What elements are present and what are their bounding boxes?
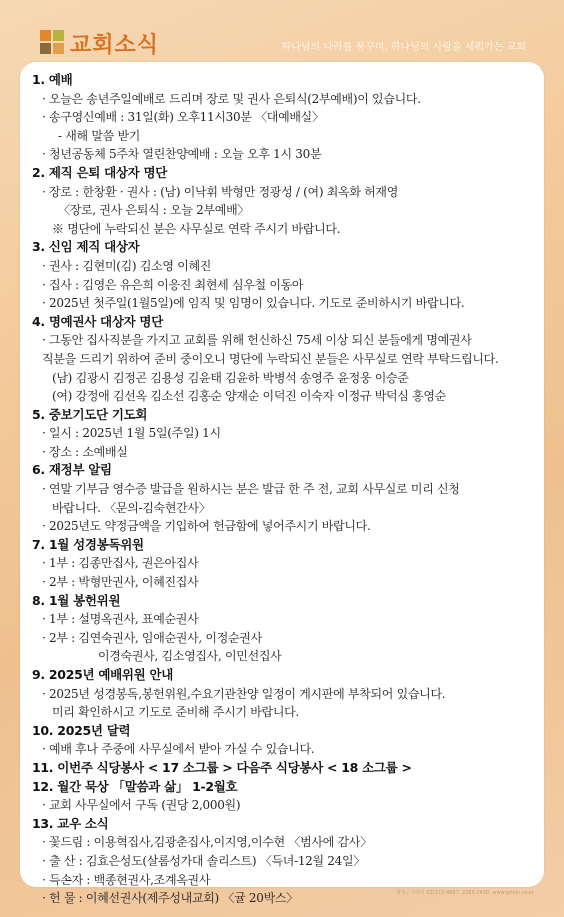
news-section bbox=[32, 406, 537, 462]
section-title: 1. 예배 bbox=[32, 72, 73, 87]
section-line: 이경숙권사, 김소영집사, 이민선집사 bbox=[98, 649, 282, 664]
news-list bbox=[32, 71, 537, 908]
section-title: 12. 월간 묵상 「말씀과 삶」 1-2월호 bbox=[32, 778, 238, 794]
news-section bbox=[32, 722, 537, 759]
news-section bbox=[32, 536, 537, 592]
section-line: · 연말 기부금 영수증 발급을 원하시는 분은 발급 한 주 전, 교회 사무실로 미리 신청 bbox=[42, 482, 460, 497]
section-line: · 그동안 집사직분을 가지고 교회를 위해 헌신하신 75세 이상 되신 분들에게 명예권사 bbox=[42, 333, 472, 348]
section-title: 7. 1월 성경봉독위원 bbox=[32, 536, 144, 552]
news-section bbox=[32, 592, 537, 666]
section-title: 2. 제직 은퇴 대상자 명단 bbox=[32, 164, 168, 180]
section-line: (여) 강정애 김선옥 김소선 김홍순 양재순 이덕진 이숙자 이정규 박덕심 홍영순 bbox=[52, 389, 446, 404]
section-line: · 2부 : 김연숙권사, 임애순권사, 이정순권사 bbox=[42, 630, 262, 645]
news-section bbox=[32, 313, 537, 406]
section-title: 10. 2025년 달력 bbox=[32, 722, 131, 738]
section-line: (남) 김광시 김정곤 김용성 김윤태 김윤하 박병석 송영주 윤정웅 이승준 bbox=[52, 370, 409, 385]
section-line: 미리 확인하시고 기도로 준비해 주시기 바랍니다. bbox=[52, 705, 299, 720]
section-line: - 새해 말씀 받기 bbox=[58, 128, 141, 143]
footer-credit: 제작 / 그레싱 02)272-4667, 2265-2420, www.gridin.co.kr bbox=[395, 890, 534, 896]
section-title: 11. 이번주 식당봉사 < 17 소그룹 > 다음주 식당봉사 < 18 소그룹 > bbox=[32, 759, 412, 775]
header bbox=[0, 0, 564, 62]
news-section bbox=[32, 461, 537, 535]
section-line: · 예배 후나 주중에 사무실에서 받아 가실 수 있습니다. bbox=[42, 742, 315, 757]
section-line: · 헌 물 : 이혜선권사(제주성내교회) 〈귤 20박스〉 bbox=[42, 891, 298, 906]
section-line: · 출 산 : 김효은성도(살롬성가대 솔리스트) 〈득녀-12월 24일〉 bbox=[42, 853, 365, 868]
section-line: · 오늘은 송년주일예배로 드리며 장로 및 권사 은퇴식(2부예배)이 있습니다. bbox=[42, 91, 421, 106]
section-line: · 송구영신예배 : 31일(화) 오후11시30분 〈대예배실〉 bbox=[42, 110, 324, 125]
section-line: 〈장로, 권사 은퇴식 : 오늘 2부예배〉 bbox=[58, 203, 250, 218]
section-line: · 장로 : 한창환 · 권사 : (남) 이낙휘 박형만 정광성 / (여) 최옥화 허재영 bbox=[42, 184, 398, 199]
section-line: · 꽃드림 : 이용혁집사,김광춘집사,이지영,이수현 〈범사에 감사〉 bbox=[42, 835, 372, 850]
section-line: · 득손자 : 백종현권사,조계옥권사 bbox=[42, 872, 211, 887]
news-section bbox=[32, 778, 537, 815]
section-line: · 교회 사무실에서 구독 (권당 2,000원) bbox=[42, 798, 241, 813]
section-line: · 장소 : 소예배실 bbox=[42, 444, 128, 459]
news-section bbox=[32, 666, 537, 722]
section-line: · 2025년도 약정금액을 기입하여 헌금함에 넣어주시기 바랍니다. bbox=[42, 519, 371, 534]
section-title: 9. 2025년 예배위원 안내 bbox=[32, 667, 174, 682]
section-line: · 권사 : 김현미(김) 김소영 이혜진 bbox=[42, 258, 212, 273]
slogan: 하나님의 나라를 꿈꾸며, 하나님의 사람을 세워가는 교회 bbox=[281, 42, 526, 53]
section-line: · 1부 : 설명옥권사, 표예순권사 bbox=[42, 612, 199, 627]
section-title: 3. 신임 제직 대상자 bbox=[32, 239, 140, 255]
section-title: 8. 1월 봉헌위원 bbox=[32, 592, 121, 608]
news-section bbox=[32, 238, 537, 312]
section-line: · 집사 : 김영은 유은희 이응진 최현세 심우철 이동아 bbox=[42, 277, 304, 292]
logo-icon bbox=[40, 30, 64, 54]
section-line: · 2025년 성경봉독,봉헌위원,수요기관찬양 일정이 게시판에 부착되어 있습니다. bbox=[42, 686, 446, 701]
section-line: ※ 명단에 누락되신 분은 사무실로 연락 주시기 바랍니다. bbox=[52, 221, 341, 236]
section-line: · 2025년 첫주일(1월5일)에 임직 및 임명이 있습니다. 기도로 준비하시기 바랍니다. bbox=[42, 296, 465, 311]
section-title: 5. 중보기도단 기도회 bbox=[32, 406, 148, 422]
news-section bbox=[32, 71, 537, 164]
section-title: 4. 명예권사 대상자 명단 bbox=[32, 313, 163, 329]
section-line: · 청년공동체 5주차 열린찬양예배 : 오늘 오후 1시 30분 bbox=[42, 147, 322, 162]
section-line: · 2부 : 박형만권사, 이혜진집사 bbox=[42, 575, 199, 590]
section-line: · 1부 : 김종만집사, 권은아집사 bbox=[42, 556, 199, 571]
news-section bbox=[32, 164, 537, 238]
section-title: 13. 교우 소식 bbox=[32, 815, 109, 831]
section-line: 직분을 드리기 위하여 준비 중이오니 명단에 누락되신 분들은 사무실로 연락 부탁드립니다. bbox=[42, 351, 499, 366]
section-line: 바랍니다. 〈문의-김숙현간사〉 bbox=[52, 500, 211, 515]
news-section bbox=[32, 759, 537, 778]
section-line: · 일시 : 2025년 1월 5일(주일) 1시 bbox=[42, 426, 221, 441]
section-title: 6. 재정부 알림 bbox=[32, 462, 112, 478]
page-title: 교회소식 bbox=[70, 33, 160, 58]
